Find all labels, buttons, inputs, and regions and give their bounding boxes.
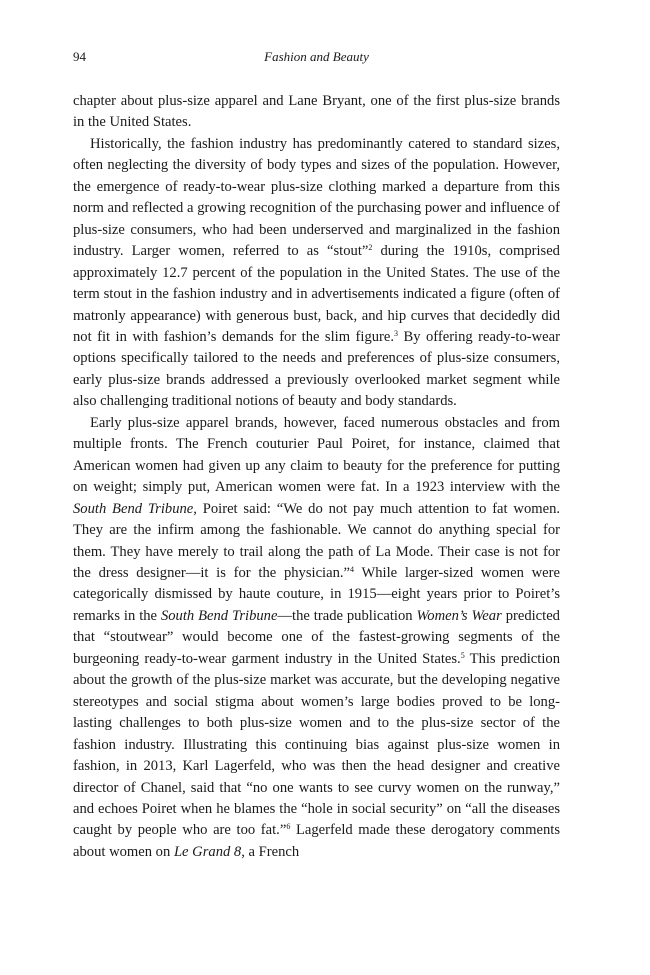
publication-title: South Bend Tribune: [73, 500, 194, 517]
text-run: While larger-sized women were categorically dismissed by haute couture, in 1915—eight years prior to Poiret’s remarks in the: [73, 564, 560, 624]
paragraph-2: [73, 134, 560, 413]
footnote-ref-5: 5: [460, 650, 465, 660]
text-run: By offering ready-to-wear options specifically tailored to the needs and preferences of plus-size consumers, early plus-size brands addressed a previously overlooked market segment while also challenging traditional notions of beauty and body standards.: [73, 328, 560, 410]
text-run: Historically, the fashion industry has predominantly catered to standard sizes, often neglecting the diversity of body types and sizes of the population. However, the emergence of ready-to-wear plus-size clothing marked a departure from this norm and reflected a growing recognition of the purchasing power and influence of plus-size consumers, who had been underserved and marginalized in the fashion industry. Larger women, referred to as “stout”: [73, 135, 560, 260]
text-run: —the trade publication: [277, 607, 417, 624]
paragraph-3: [73, 413, 560, 864]
footnote-ref-3: 3: [394, 328, 399, 338]
footnote-ref-4: 4: [350, 564, 355, 574]
text-run: predicted that “stoutwear” would become one of the fastest-growing segments of the burgeoning ready-to-wear garment industry in the United States.: [73, 607, 560, 667]
running-head: [73, 47, 560, 67]
footnote-ref-2: 2: [368, 243, 373, 253]
text-run: Lagerfeld made these derogatory comments about women on: [73, 822, 561, 860]
text-run: This prediction about the growth of the plus-size market was accurate, but the developing negative stereotypes and social stigma about women’s large bodies proved to be long-lasting challenges to both plus-size women and to the plus-size sector of the fashion industry. Illustrating this continuing bias against plus-size women in fashion, in 2013, Karl Lagerfeld, who was then the head designer and creative director of Chanel, said that “no one wants to see curvy women on the runway,” and echoes Poiret when he blames the “hole in social security” on “all the diseases caught by people who are too fat.”: [73, 650, 560, 839]
text-run: during the 1910s, comprised approximately 12.7 percent of the population in the United States. The use of the term stout in the fashion industry and in advertisements indicated a figure (often of matronly appearance) with generous bust, back, and hip curves that decidedly did not fit in with fashion’s demands for the slim figure.: [73, 243, 560, 345]
page-number: 94: [73, 49, 86, 64]
paragraph-1: [73, 91, 560, 134]
running-title: Fashion and Beauty: [264, 49, 369, 64]
publication-title: South Bend Tribune: [160, 607, 278, 624]
text-run: chapter about plus-size apparel and Lane Bryant, one of the first plus-size brands in the United States.: [73, 93, 560, 131]
program-title: Le Grand 8: [173, 843, 242, 860]
text-run: , a French: [241, 843, 300, 860]
text-run: , Poiret said: “We do not pay much attention to fat women. They are the infirm among the fashionable. We cannot do anything special for them. They have merely to trail along the path of La Mode. Their case is not for the dress designer—it is for the physician.”: [73, 500, 561, 581]
publication-title: Women’s Wear: [416, 607, 502, 624]
text-run: Early plus-size apparel brands, however, faced numerous obstacles and from multiple fronts. The French couturier Paul Poiret, for instance, claimed that American women had given up any claim to beauty for the preference for putting on weight; simply put, American women were fat. In a 1923 interview with the: [73, 414, 560, 496]
body-text: [73, 91, 560, 863]
footnote-ref-6: 6: [286, 822, 291, 832]
book-page: [73, 0, 560, 975]
